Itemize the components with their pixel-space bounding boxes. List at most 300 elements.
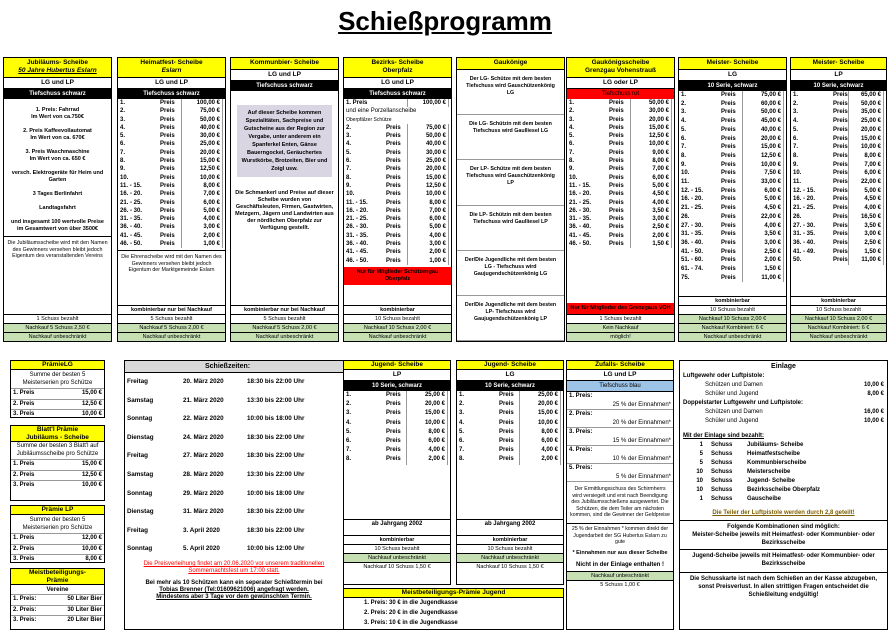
prize-amount: 4,00 € (742, 222, 784, 231)
prize-label: Preis (833, 213, 848, 220)
prize-label: Preis (833, 257, 848, 264)
prize-amount: 12,00 € (81, 535, 102, 541)
panel-dark-label: Tiefschuss schwarz (231, 81, 338, 91)
schedule-row (125, 485, 343, 504)
prize-label: Preis (499, 410, 514, 417)
footer-rebuy-combined: Nachkauf Kombiniert: 6 € (791, 323, 886, 332)
prize-amount: 12,50 € (407, 182, 449, 190)
weekday: Freitag (127, 526, 148, 534)
rank: 26. - 30. (346, 224, 369, 231)
prize-row (567, 140, 674, 148)
rank: 6. (346, 438, 352, 445)
prize-amount: 2,50 € (742, 248, 784, 257)
prize-row (567, 428, 673, 446)
income-note: * Einnahmen nur aus dieser Scheibe (572, 549, 668, 556)
prize-row (344, 223, 451, 231)
prize-row (791, 169, 886, 178)
rank: 7. (459, 447, 465, 454)
prize-row (679, 213, 786, 222)
prize-row (344, 140, 451, 148)
target: Bezirksscheibe Oberpfalz (747, 487, 821, 493)
prize-label: Preis (386, 124, 401, 131)
prize-row (344, 132, 451, 140)
prize-label: Preis (386, 174, 401, 181)
rank: 7. (346, 447, 352, 454)
prize-amount: 75,00 € (407, 124, 449, 132)
prize-label: Preis (609, 141, 624, 148)
footer-shots: 1 Schuss bezahlt (4, 314, 111, 323)
draw-explanation: Der Ermittlungsschuss des Schirmherrs wird versiegelt und erst nach Beendigung des Jubiläumsschießens ausgewertet. Die Schützen, die dem Teiler am nächsten kommen, sind die Gewinner der Geldpreise (570, 486, 670, 519)
prize-row (791, 256, 886, 265)
rank: 1. Preis: (569, 393, 593, 399)
prize-amount: 4,00 € (630, 199, 672, 207)
rank: 10. (793, 170, 802, 177)
prize-row (11, 388, 104, 399)
fee-row (680, 468, 887, 477)
rank: 3. Preis (13, 482, 35, 488)
prize-amount: 2,00 € (181, 232, 223, 240)
panel-subtitle: LG und LP (344, 78, 451, 89)
prize-amount: 8,00 € (630, 157, 672, 165)
prize-label: Preis (386, 199, 401, 206)
rank: 11. (793, 179, 802, 186)
prize-label: Preis (609, 207, 624, 214)
prize-row (679, 178, 786, 187)
prize-row (457, 455, 563, 464)
prize-amount: 8,00 € (519, 428, 561, 437)
prize-row (11, 533, 104, 544)
rank: 21. - 25. (681, 205, 704, 212)
panel-dark-label: Tiefschuss schwarz (344, 89, 451, 99)
fee-group: Schüler und Jugend (705, 418, 759, 424)
prize-row (567, 232, 674, 240)
rank: 5. (569, 133, 575, 140)
prize-label: Preis (499, 456, 514, 463)
prize-row (679, 161, 786, 170)
prize-row (567, 199, 674, 207)
rank: 4. (681, 118, 687, 125)
rank: 5. (793, 126, 799, 133)
time: 13:30 bis 22:00 Uhr (247, 396, 305, 404)
prize-amount: 7,00 € (407, 207, 449, 215)
prize-row (344, 190, 451, 198)
rank: 41. - 50. (681, 248, 704, 255)
prize-row (344, 248, 451, 256)
prize-label: Preis (609, 174, 624, 181)
prize-label: Preis (609, 216, 624, 223)
prize-row (344, 165, 451, 173)
rank: 4. (793, 118, 799, 125)
rank: 2. (681, 100, 687, 107)
prize-amount: 10,00 € (81, 411, 102, 417)
prize-label: Preis (721, 179, 736, 186)
rank: 50. (793, 257, 802, 264)
prize-amount: 50,00 € (848, 100, 884, 109)
prize-label: Preis (609, 199, 624, 206)
prize-row (567, 207, 674, 215)
rank: 16. - 20. (793, 196, 816, 203)
prize-amount: 15,00 € (630, 124, 672, 132)
prize-label: Preis (833, 239, 848, 246)
target: Meisterscheibe (747, 469, 791, 475)
prize-row (679, 195, 786, 204)
prize-row (791, 143, 886, 152)
prize-row (567, 157, 674, 165)
prize-label: Preis (721, 118, 736, 125)
prize-row (791, 152, 886, 161)
footer-rebuy: Nachkauf 10 Schuss 1,50 € (457, 562, 563, 571)
prize-amount: 7,00 € (181, 190, 223, 198)
prize-amount: 2,00 € (742, 256, 784, 265)
prize-label: Preis (721, 170, 736, 177)
king-title-block: Der LP- Schütze mit dem besten Tiefschuss wird Gauschützenkönig LP (457, 160, 564, 205)
prize-label: Preis (499, 401, 514, 408)
unit: Schuss (711, 451, 733, 457)
rank: 8. (569, 158, 575, 165)
gaukoenigsscheibe-panel (566, 57, 675, 342)
footer-rebuy: 5 Schuss 1,00 € (567, 580, 673, 589)
rank: 16. - 20. (681, 196, 704, 203)
prize-row (118, 116, 225, 124)
prize-amount: 6,00 € (406, 437, 448, 446)
count: 1 (699, 442, 703, 448)
prize-row (791, 239, 886, 248)
rank: 7. (569, 149, 575, 156)
king-title-block: Die LP- Schützin mit dem besten Tiefschuss wird Gaulliesel LP (457, 206, 564, 251)
prize-label: Preis (721, 100, 736, 107)
prize-label: Preis (386, 232, 401, 239)
date: 27. März 2020 (183, 452, 224, 460)
prize-label: Preis (833, 126, 848, 133)
rank: 27. - 30. (793, 222, 816, 229)
prize-label: Preis (160, 224, 175, 231)
prize-amount: 15,00 € (81, 390, 102, 396)
prize-amount: 3,50 € (742, 230, 784, 239)
rank: 1. Preis (13, 535, 35, 541)
prize-row (567, 149, 674, 157)
prize-row (457, 428, 563, 437)
prize-label: Preis (386, 419, 401, 426)
prize-label: Preis (160, 166, 175, 173)
panel-subtitle: LG oder LP (567, 78, 674, 89)
king-title-block: Der LG- Schütze mit dem besten Tiefschuss wird Gauschützenkönig LG (457, 70, 564, 115)
prize-label: Preis (160, 199, 175, 206)
prize-row (567, 410, 673, 428)
unit: Schuss (711, 442, 733, 448)
prize-row (118, 149, 225, 157)
prize-row (118, 107, 225, 115)
prize-label: Preis (721, 135, 736, 142)
rank: 2. (346, 124, 352, 131)
prize-row (567, 124, 674, 132)
prize-amount: 2,00 € (406, 455, 448, 464)
prize-row (791, 195, 886, 204)
prize-label: Preis (721, 126, 736, 133)
prize-row (118, 124, 225, 132)
prize-amount: 3,00 € (407, 240, 449, 248)
prize-amount: 3,00 € (848, 230, 884, 239)
meister-scheibe-lp-panel (790, 57, 887, 342)
rank: 5. (681, 126, 687, 133)
rank: 36. - 40. (120, 224, 143, 231)
prize-amount: 4,50 € (742, 204, 784, 213)
prize-amount: 5,00 € (742, 195, 784, 204)
rank: 21. - 25. (120, 199, 143, 206)
target: Jubiläums- Scheibe (747, 442, 804, 448)
prize-label: Preis (160, 191, 175, 198)
weekday: Sonntag (127, 489, 153, 497)
panel-dark-label: Tiefschuss schwarz (4, 89, 111, 99)
prize-row (344, 124, 451, 132)
meistbeteiligung-jugend-panel (343, 588, 564, 630)
youth-share-note: 25 % der Einnahmen * kommen direkt der Jugendarbeit der SG Hubertus Eslarn zu gute (567, 523, 673, 548)
panel-header: Prämie LP (11, 506, 104, 515)
prize-row (679, 143, 786, 152)
rank: 75. (681, 274, 690, 281)
prize-label: Preis (499, 438, 514, 445)
rank: 21. - 25. (346, 216, 369, 223)
rank: 2. Preis: (13, 606, 37, 613)
time: 10:00 bis 18:00 Uhr (247, 415, 305, 423)
rank: 7. (681, 144, 687, 151)
prize-share: 15 % der Einnahmen* (612, 437, 671, 444)
rank: 4. (346, 419, 352, 426)
fee-row (680, 459, 887, 468)
prize-label: Preis (721, 161, 736, 168)
footer-shots: 10 Schuss bezahlt (457, 544, 563, 553)
fee-row (680, 495, 887, 504)
prize-row (118, 140, 225, 148)
members-only-note: Nur für Mitglieder des Grenzgaus VOH (567, 303, 674, 314)
date: 31. März 2020 (183, 508, 224, 516)
rank: 2. Preis (13, 545, 35, 552)
praemie-lp-panel (10, 505, 105, 563)
prize-label: Preis (721, 205, 736, 212)
prize-amount: 5,00 € (848, 187, 884, 196)
rank: 6. (346, 158, 352, 165)
prize-amount: 30,00 € (630, 107, 672, 115)
panel-header: Meistbeteiligungs- Prämie (11, 569, 104, 585)
prize-amount: 20,00 € (519, 400, 561, 409)
rank: 26. - 30. (569, 207, 592, 214)
rank: 10. (120, 174, 129, 181)
rank: 3. Preis: (13, 617, 37, 623)
count: 5 (699, 460, 703, 466)
prize-row (791, 126, 886, 135)
prize-label: Preis (386, 207, 401, 214)
prize-label: Preis (386, 216, 401, 223)
rank: 27. - 30. (681, 222, 704, 229)
rank: 8. (793, 152, 799, 159)
meister-scheibe-lg-panel (678, 57, 787, 342)
prize-label: Preis (833, 179, 848, 186)
prize-label: Preis (160, 124, 175, 131)
footer-rebuy-unlimited: Nachkauf unbeschränkt (457, 553, 563, 562)
prize-amount: 75,00 € (742, 91, 784, 100)
rank: 36. - 40. (793, 239, 816, 246)
prize-row (118, 157, 225, 165)
prize-label: Preis (160, 133, 175, 140)
prize-label: Preis (609, 124, 624, 131)
panel-subtitle: LG (679, 70, 786, 81)
prize-label: Preis (386, 191, 401, 198)
page-title: Schießprogramm (338, 6, 552, 36)
rank: 46. - 50. (346, 257, 369, 264)
prize-amount: 2,00 € (519, 455, 561, 464)
prize-label: Preis (721, 222, 736, 229)
prize-amount: 9,00 € (630, 149, 672, 157)
footer-combinable: kombinierbar nur bei Nachkauf (118, 305, 225, 314)
combination-jugend: Jugend-Scheibe jeweils mit Heimatfest- oder Kommunbier- oder Bezirksscheibe (680, 549, 887, 570)
target: Jugend- Scheibe (747, 478, 796, 484)
prize-amount: 25,00 € (848, 117, 884, 126)
prize-amount: 2,00 € (630, 232, 672, 240)
prize-amount: 15,00 € (406, 409, 448, 418)
prize-amount: 12,50 € (630, 132, 672, 140)
prize-list: 1. Preis: Fahrrad Im Wert von ca.750€ 2. Preis Kaffeevollautomat Im Wert von ca. 670€ 3. Preis Waschmaschine Im Wert von ca. 650 € versch. Elektrogeräte für Heim und Garten 3 Tages Berlinfahrt Landtagsfahrt und insgesamt 100 wertvolle Preise im Gesamtwert von über 3500€ Die Jubiläumsscheibe wird mit den Namen des Gewinners versehen bleibt jedoch Eigentum des veranstaltenden Vereins (4, 99, 111, 314)
prize-row (679, 91, 786, 100)
rank: 8. (681, 152, 687, 159)
prize-amount: 3,00 € (630, 215, 672, 223)
prize-label: Preis (160, 108, 175, 115)
prize-label: Preis (721, 196, 736, 203)
rank: 21. - 25. (793, 205, 816, 212)
rank: 9. (681, 161, 687, 168)
sponsor-note: Die Schmankerl und Preise auf dieser Scheibe wurden von Geschäftsleuten, Firmen, Gastwirten, Metzgern, Jägern und Landwirten aus der nördlichen Oberpfalz zur Verfügung gestellt. (235, 190, 334, 231)
panel-header: PrämieLG (11, 361, 104, 370)
rank: 4. (569, 124, 575, 131)
rank: 8. (346, 174, 352, 181)
prize-label: Preis (833, 196, 848, 203)
prize-amount: 1,00 € (181, 240, 223, 248)
prize-amount: 15,00 € (519, 409, 561, 418)
panel-red-label: Tiefschuss rot (567, 89, 674, 99)
prize-share: 20 % der Einnahmen* (612, 419, 671, 426)
rank: 16. - 20. (569, 191, 592, 198)
prize-amount: 50,00 € (407, 132, 449, 140)
prize-label: Preis (833, 248, 848, 255)
prize-amount: 6,00 € (407, 215, 449, 223)
prize-row (679, 126, 786, 135)
rank: 11. (681, 179, 690, 186)
prize-row: 2. Preis: 20 € in die Jugendkasse (364, 610, 458, 616)
rank: 3. (346, 410, 352, 417)
gaukoenige-panel (456, 57, 565, 342)
prize-label: Preis (160, 100, 175, 106)
rank: 1. (793, 92, 799, 98)
prize-row (11, 594, 104, 605)
prize-label: Preis (160, 216, 175, 223)
prize-label: Preis (160, 207, 175, 214)
prize-label: Preis (160, 141, 175, 148)
rank: 26. (793, 213, 802, 220)
age-limit: ab Jahrgang 2002 (457, 519, 563, 529)
panel-subtitle: LG (457, 370, 563, 381)
rank: 16. - 20. (346, 207, 369, 214)
rank: 1. (346, 392, 352, 398)
weekday: Freitag (127, 452, 148, 460)
prize-row (344, 157, 451, 165)
prize-amount: 8,00 € (181, 182, 223, 190)
time: 18:30 bis 22:00 Uhr (247, 433, 305, 441)
prize-label: Preis (609, 133, 624, 140)
prize-label: Preis (386, 257, 401, 264)
footer-rebuy: Nachkauf 10 Schuss 2,00 € (679, 314, 786, 323)
prize-row (567, 240, 674, 248)
rank: 1. Preis (13, 390, 35, 396)
prize-row (11, 544, 104, 555)
prize-row (457, 446, 563, 455)
rank: 26. (681, 213, 690, 220)
rank: 5. (459, 428, 465, 435)
prize-label: Preis (833, 205, 848, 212)
footer-shots: 1 Schuss bezahlt (567, 314, 674, 323)
rank: 3. Preis (13, 411, 35, 417)
prize-row (791, 108, 886, 117)
prize-row (118, 207, 225, 215)
rank: 3. (681, 109, 687, 116)
rank: 31. - 35. (120, 216, 143, 223)
date: 21. März 2020 (183, 396, 224, 404)
prize-amount: 20,00 € (406, 400, 448, 409)
prize-label: Preis (160, 241, 175, 248)
members-only-note: Nur für Mitglieder Schützengau Oberpfalz (344, 267, 451, 285)
prize-row (11, 459, 104, 470)
prize-amount: 4,00 € (848, 204, 884, 213)
prize-label: Preis (386, 392, 401, 398)
time: 18:30 bis 22:00 Uhr (247, 526, 305, 534)
footer-combinable: kombinierbar (791, 296, 886, 305)
date: 29. März 2020 (183, 489, 224, 497)
prize-label: Preis (386, 410, 401, 417)
rank: 11. - 15. (569, 182, 591, 189)
rank: 26. - 30. (120, 207, 143, 214)
footer-rebuy-unlimited: Nachkauf unbeschränkt (791, 332, 886, 341)
prize-row (679, 222, 786, 231)
rank: 31. - 35. (681, 231, 704, 238)
prize-row (567, 132, 674, 140)
heimatfest-scheibe-panel (117, 57, 226, 342)
rank: 2. (120, 108, 126, 115)
prize-amount: 60,00 € (742, 100, 784, 109)
prize-label: Preis (833, 187, 848, 194)
prize-amount: 10,00 € (630, 140, 672, 148)
prize-amount: 7,00 € (848, 161, 884, 170)
rank: 61. - 74. (681, 266, 704, 273)
prize-row (567, 174, 674, 182)
prize-row (11, 480, 104, 491)
rank: 7. (793, 144, 799, 151)
prize-row (567, 165, 674, 173)
panel-header: Einlage (771, 363, 796, 370)
prize-row (118, 174, 225, 182)
prize-amount: 12,50 € (81, 400, 102, 407)
prize-amount: 4,50 € (848, 195, 884, 204)
prize-amount: 6,00 € (630, 174, 672, 182)
jubilaeums-scheibe-panel (3, 57, 112, 342)
prize-share: 10 % der Einnahmen* (612, 455, 671, 462)
section-title: Doppelstarter Luftgewehr und Luftpistole: (683, 400, 803, 406)
rank: 41. - 45. (346, 249, 369, 256)
prize-label: Preis (386, 401, 401, 408)
footer-shots: 5 Schuss bezahlt (231, 314, 338, 323)
rank: 7. (120, 149, 126, 156)
prize-list: 1. Preis 100,00 € und eine Porzellanscheibe Oberpfälzer Schütze 2. Preis 75,00 € 3. Preis 50,00 € 4. Preis 40,00 € 5. Preis 30,00 € 6. Preis 25,00 € 7. Preis 20,00 € 8. Preis 15,00 € 9. Preis 12,50 € 10. Preis 10,00 € 11. - 15. Preis 8,00 € 16. - 20. Preis 7,00 € 21. - 25. Preis 6,00 € 26. - 30. Preis 5,00 € 31. - 35. Preis 4,00 € 36. - 40. Preis 3,00 € 41. - 45. Preis 2,00 € 46. - 50. Preis 1,00 € Nur für Mitglieder Schützengau Oberpfalz (344, 99, 451, 305)
prize-row (457, 400, 563, 409)
prize-amount: 4,00 € (181, 215, 223, 223)
prize-amount: 1,50 € (630, 240, 672, 248)
prize-label: Preis (833, 170, 848, 177)
